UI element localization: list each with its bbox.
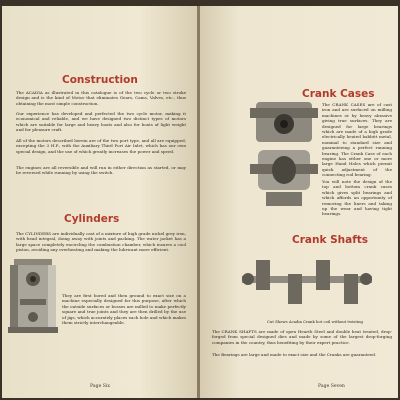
- page-number-right: Page Seven: [318, 384, 345, 389]
- crank-shaft-illustration: [242, 250, 372, 314]
- crank-shafts-para-2: The Bearings are large and made to exact size and the Cranks are guaranteed.: [212, 352, 377, 357]
- crank-cases-para-2: You will note the design of the top and bottom crank cases which gives split bearings and which affords an opportunity of removing the liners and taking up the wear and having tight bearings.: [322, 179, 392, 217]
- crank-cases-para-1: The CRANK CASES are of cast iron and are surfaced on milling machines or by heavy abrasive giving true surfaces. They are designed for large bearings which are made of a high grade electrically heated babbitt metal, nominal to standard size and guaranteeing a perfect running bearing. The Crank Case of each engine has either one or more large Hand Holes which permit quick adjustment of the connecting rod bearing.: [322, 102, 392, 178]
- left-page: [2, 6, 198, 398]
- catalogue-spread: [2, 6, 398, 398]
- crank-shaft-caption: Cut Shows Acadia Crank hot coil without twisting: [267, 319, 363, 324]
- construction-para-2: Our experience has developed and perfected the two cycle motor, making it economical and reliable, and we have designed two distinct types of motors which are suitable for large and heavy boats and also for boats of light weight and for pleasure craft.: [16, 111, 186, 133]
- page-number-left: Page Six: [90, 384, 110, 389]
- construction-para-4: The engines are all reversible and will run in either direction as started, or may be reversed while running by using the switch.: [16, 165, 186, 176]
- crank-case-illustration: [248, 100, 320, 210]
- right-page: [200, 6, 398, 398]
- crank-shafts-title: Crank Shafts: [292, 234, 369, 246]
- crank-cases-title: Crank Cases: [302, 88, 375, 100]
- cylinders-title: Cylinders: [64, 213, 120, 225]
- cylinders-para-2: They are first bored and then ground to exact size on a machine especially designed for this purpose, after which the outside surfaces or bosses are milled to make perfectly square and true joints and they are then drilled by the use of jigs, which accurately places each hole and which makes them strictly interchangeable.: [62, 293, 186, 326]
- cylinder-illustration: [8, 259, 58, 333]
- construction-para-3: All of the motors described herein are of the two port type, and all are equipped, excepting the 3 H.P., with the Auxiliary Third Port Air Inlet, which has our own special design, and the use of which greatly increases the power and speed.: [16, 138, 186, 154]
- construction-para-1: The ACADIA as illustrated in this catalogue is of the two cycle or two stroke design and is the kind of Motor that eliminates Gears, Cams, Valves, etc., thus obtaining the most simple construction.: [16, 90, 186, 106]
- crank-shafts-para-1: The CRANK SHAFTS are made of open Hearth Steel and double heat treated, drop-forged from special designed dies and made by some of the largest drop-forging companies in the country, thus benefiting by their expert practice.: [212, 329, 392, 345]
- construction-title: Construction: [62, 74, 138, 86]
- cylinders-para-1: The CYLINDERS are individually cast of a mixture of high grade nickel grey iron, with head integral, doing away with joints and packing. The water jacket has a large space completely encircling the combustion chamber, which insures a cool piston, avoiding any overheating and making the lubricant more efficient.: [16, 231, 186, 253]
